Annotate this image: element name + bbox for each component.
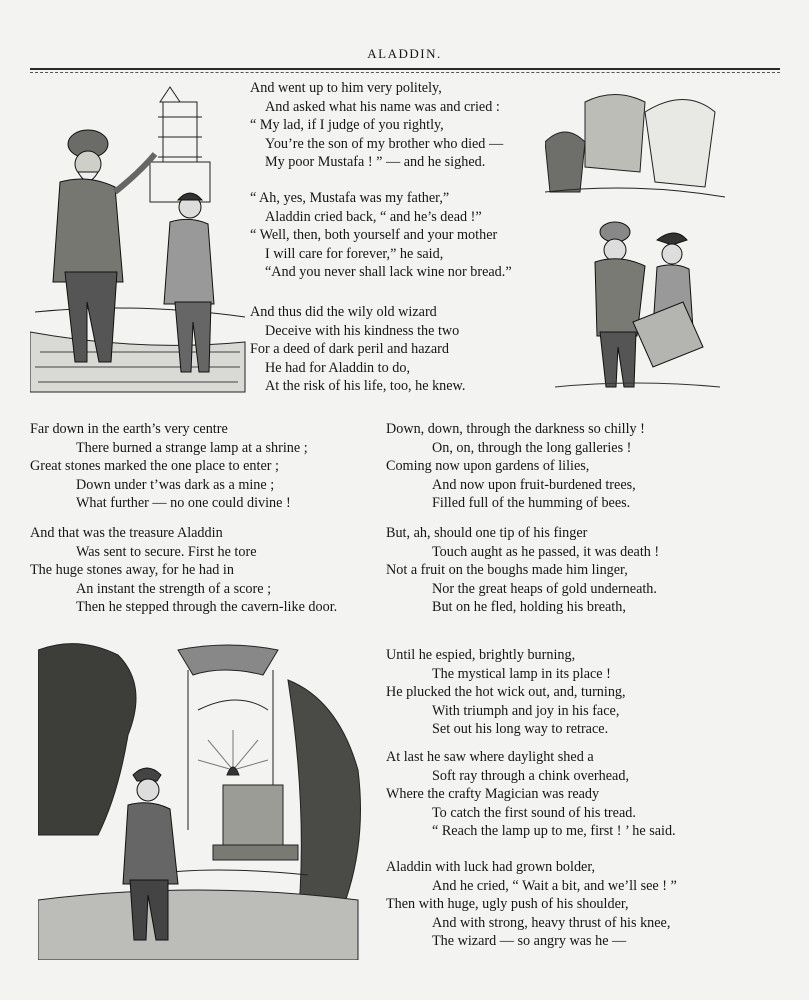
verse-line: Touch aught as he passed, it was death !	[432, 543, 660, 560]
illustration-lifting-stone	[545, 82, 725, 400]
verse-line: Then he stepped through the cavern-like door.	[76, 599, 338, 616]
verse-line: Not a fruit on the boughs made him linger,	[386, 562, 628, 579]
verse-line: And he cried, “ Wait a bit, and we’ll see ! ”	[432, 877, 677, 894]
verse-line: I will care for forever,” he said,	[265, 245, 444, 262]
verse-line: But on he fled, holding his breath,	[432, 599, 626, 616]
running-head: ALADDIN.	[367, 46, 442, 61]
verse-line: Aladdin with luck had grown bolder,	[386, 859, 596, 875]
verse-line: “And you never shall lack wine nor bread.”	[265, 264, 512, 281]
verse-line: Coming now upon gardens of lilies,	[386, 458, 590, 475]
verse-line: And now upon fruit-burdened trees,	[432, 476, 636, 493]
verse-line: Far down in the earth’s very centre	[30, 421, 228, 437]
stanza-8	[386, 646, 626, 739]
verse-line: And with strong, heavy thrust of his knee,	[432, 914, 671, 931]
verse-line: An instant the strength of a score ;	[76, 580, 272, 597]
verse-line: My poor Mustafa ! ” — and he sighed.	[265, 154, 486, 171]
verse-line: Filled full of the humming of bees.	[432, 495, 631, 512]
verse-line: To catch the first sound of his tread.	[432, 804, 636, 821]
verse-line: The huge stones away, for he had in	[30, 562, 234, 579]
stanza-9	[386, 748, 676, 841]
header-rule-dashed	[30, 72, 780, 73]
verse-line: The mystical lamp in its place !	[432, 665, 611, 682]
verse-line: He had for Aladdin to do,	[265, 359, 410, 376]
verse-line: Deceive with his kindness the two	[265, 322, 460, 339]
verse-line: “ Well, then, both yourself and your mother	[250, 227, 498, 244]
header-rule	[30, 68, 780, 70]
stanza-10	[386, 858, 677, 951]
illustration-lamp-shrine	[38, 640, 368, 960]
stanza-1	[250, 79, 503, 172]
verse-line: Down, down, through the darkness so chilly !	[386, 421, 645, 437]
verse-line: Until he espied, brightly burning,	[386, 647, 576, 663]
verse-line: Set out his long way to retrace.	[432, 721, 609, 738]
verse-line: But, ah, should one tip of his finger	[386, 525, 588, 541]
stanza-3	[250, 303, 465, 396]
stanza-6	[386, 420, 645, 513]
verse-line: He plucked the hot wick out, and, turning,	[386, 684, 626, 701]
verse-line: With triumph and joy in his face,	[432, 702, 620, 719]
verse-line: And went up to him very politely,	[250, 80, 442, 96]
verse-line: “ My lad, if I judge of you rightly,	[250, 117, 444, 134]
verse-line: At last he saw where daylight shed a	[386, 749, 594, 765]
verse-line: Nor the great heaps of gold underneath.	[432, 580, 657, 597]
verse-line: What further — no one could divine !	[76, 495, 291, 512]
verse-line: “ Reach the lamp up to me, first ! ’ he said.	[432, 823, 676, 840]
verse-line: You’re the son of my brother who died —	[265, 135, 504, 152]
verse-line: On, on, through the long galleries !	[432, 439, 632, 456]
verse-line: Was sent to secure. First he tore	[76, 543, 257, 560]
verse-line: Then with huge, ugly push of his shoulder,	[386, 896, 629, 913]
verse-line: “ Ah, yes, Mustafa was my father,”	[250, 190, 450, 206]
verse-line: And that was the treasure Aladdin	[30, 525, 223, 541]
verse-line: And thus did the wily old wizard	[250, 304, 437, 320]
illustration-wizard-meets-aladdin	[30, 82, 250, 397]
stanza-2	[250, 189, 512, 282]
verse-line: Aladdin cried back, “ and he’s dead !”	[265, 208, 482, 225]
verse-line: Great stones marked the one place to enter ;	[30, 458, 279, 475]
verse-line: The wizard — so angry was he —	[432, 933, 627, 950]
verse-line: At the risk of his life, too, he knew.	[265, 378, 466, 395]
stanza-4	[30, 420, 308, 513]
verse-line: For a deed of dark peril and hazard	[250, 341, 449, 358]
stanza-5	[30, 524, 337, 617]
verse-line: And asked what his name was and cried :	[265, 98, 500, 115]
verse-line: Where the crafty Magician was ready	[386, 786, 600, 803]
stanza-7	[386, 524, 659, 617]
verse-line: Down under t’was dark as a mine ;	[76, 476, 275, 493]
verse-line: There burned a strange lamp at a shrine ;	[76, 439, 308, 456]
verse-line: Soft ray through a chink overhead,	[432, 767, 629, 784]
